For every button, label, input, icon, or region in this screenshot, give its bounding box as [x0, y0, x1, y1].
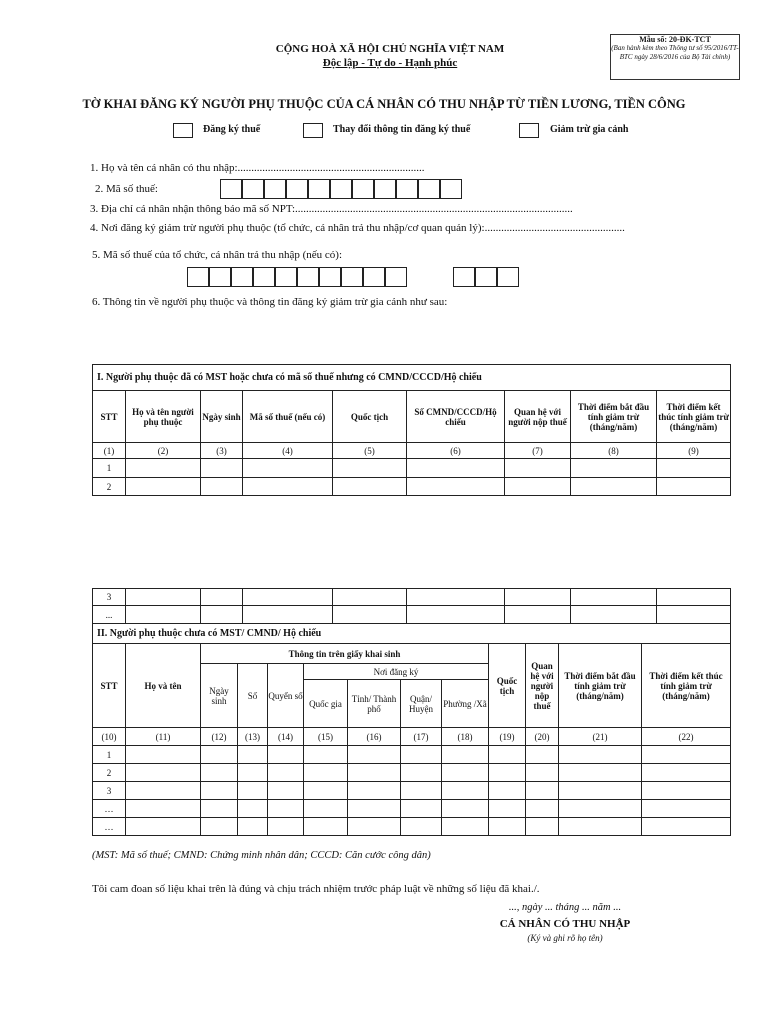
- table-cell[interactable]: [201, 459, 243, 478]
- col-number: (15): [304, 728, 348, 746]
- table-cell[interactable]: [304, 764, 348, 782]
- col-number: (14): [268, 728, 304, 746]
- table-cell[interactable]: [489, 818, 526, 836]
- register-tax-checkbox[interactable]: [173, 123, 193, 138]
- row-stt: 1: [93, 746, 126, 764]
- table-cell[interactable]: [642, 782, 731, 800]
- table-cell[interactable]: [571, 459, 657, 478]
- row-stt: 2: [93, 764, 126, 782]
- s2-col-stt: STT: [93, 644, 126, 728]
- table-cell[interactable]: [559, 746, 642, 764]
- field-1-name: 1. Họ và tên cá nhân có thu nhập:....................................................................: [90, 162, 425, 174]
- s2-birth-cert: Thông tin trên giấy khai sinh: [201, 644, 489, 664]
- signature-note: (Ký và ghi rõ họ tên): [527, 933, 603, 943]
- col-end-time: Thời điểm kết thúc tính giảm trừ (tháng/năm): [657, 391, 731, 443]
- table-cell[interactable]: [407, 589, 505, 606]
- table-cell[interactable]: [401, 818, 442, 836]
- table-cell[interactable]: [407, 606, 505, 624]
- table-cell[interactable]: [126, 606, 201, 624]
- table-cell[interactable]: [489, 746, 526, 764]
- col-nationality: Quốc tịch: [333, 391, 407, 443]
- table-cell[interactable]: [401, 800, 442, 818]
- col-number: (4): [243, 443, 333, 459]
- deduction-label: Giảm trừ gia cảnh: [550, 124, 629, 135]
- table-cell[interactable]: [407, 478, 505, 496]
- col-number: (20): [526, 728, 559, 746]
- table-cell[interactable]: [505, 606, 571, 624]
- section-2-title: II. Người phụ thuộc chưa có MST/ CMND/ Hộ chiếu: [93, 624, 731, 644]
- table-cell[interactable]: [243, 589, 333, 606]
- col-name: Họ và tên người phụ thuộc: [126, 391, 201, 443]
- register-tax-label: Đăng ký thuế: [203, 124, 261, 135]
- table-cell[interactable]: [333, 606, 407, 624]
- table-cell[interactable]: [268, 782, 304, 800]
- row-stt: …: [93, 800, 126, 818]
- table-row: [93, 764, 731, 782]
- field-6-dependent-info: 6. Thông tin về người phụ thuộc và thông tin đăng ký giảm trừ gia cảnh như sau:: [92, 296, 448, 308]
- table-cell[interactable]: [126, 478, 201, 496]
- motto: Độc lập - Tự do - Hạnh phúc: [322, 57, 458, 69]
- col-number: (8): [571, 443, 657, 459]
- table-cell[interactable]: [333, 478, 407, 496]
- table-cell[interactable]: [526, 782, 559, 800]
- table-cell[interactable]: [657, 478, 731, 496]
- col-number: (11): [126, 728, 201, 746]
- col-number: (9): [657, 443, 731, 459]
- table-cell[interactable]: [126, 589, 201, 606]
- form-code-box: [610, 34, 740, 80]
- table-cell[interactable]: [333, 459, 407, 478]
- table-cell[interactable]: [642, 746, 731, 764]
- table-row: [93, 818, 731, 836]
- table-cell[interactable]: [126, 782, 201, 800]
- row-stt: …: [93, 818, 126, 836]
- section-1-title: I. Người phụ thuộc đã có MST hoặc chưa có mã số thuế nhưng có CMND/CCCD/Hộ chiếu: [93, 365, 731, 391]
- table-cell[interactable]: [489, 800, 526, 818]
- col-relationship: Quan hệ với người nộp thuế: [505, 391, 571, 443]
- table-cell[interactable]: [442, 800, 489, 818]
- table-cell[interactable]: [304, 782, 348, 800]
- table-cell[interactable]: [505, 589, 571, 606]
- row-stt: 3: [93, 589, 126, 606]
- form-title: TỜ KHAI ĐĂNG KÝ NGƯỜI PHỤ THUỘC CỦA CÁ NHÂN CÓ THU NHẬP TỪ TIỀN LƯƠNG, TIỀN CÔNG: [82, 97, 686, 111]
- col-number: (22): [642, 728, 731, 746]
- table-cell[interactable]: [642, 764, 731, 782]
- change-info-checkbox[interactable]: [303, 123, 323, 138]
- table-cell[interactable]: [571, 478, 657, 496]
- col-number: (7): [505, 443, 571, 459]
- col-number: (6): [407, 443, 505, 459]
- table-cell[interactable]: [442, 764, 489, 782]
- table-row: [93, 746, 731, 764]
- table-cell[interactable]: [238, 782, 268, 800]
- col-number: (12): [201, 728, 238, 746]
- s2-col-relationship: Quan hệ với người nộp thuế: [526, 644, 559, 728]
- col-dob: Ngày sinh: [201, 391, 243, 443]
- table-row: [93, 800, 731, 818]
- form-code: Mẫu số: 20-ĐK-TCT: [639, 35, 711, 44]
- table-cell[interactable]: [268, 818, 304, 836]
- section-1-table: [92, 364, 731, 496]
- s2-col-nationality: Quốc tịch: [489, 644, 526, 728]
- table-cell[interactable]: [238, 764, 268, 782]
- row-stt: ...: [93, 606, 126, 624]
- table-cell[interactable]: [642, 818, 731, 836]
- table-cell[interactable]: [657, 606, 731, 624]
- table-cell[interactable]: [348, 764, 401, 782]
- s2-col-start: Thời điểm bắt đầu tính giảm trừ (tháng/năm): [559, 644, 642, 728]
- table-cell[interactable]: [238, 818, 268, 836]
- table-cell[interactable]: [201, 589, 243, 606]
- s2-col-dob: Ngày sinh: [201, 664, 238, 728]
- table-cell[interactable]: [238, 800, 268, 818]
- table-cell[interactable]: [201, 782, 238, 800]
- table-cell[interactable]: [268, 764, 304, 782]
- s2-col-name: Họ và tên: [126, 644, 201, 728]
- table-cell[interactable]: [559, 800, 642, 818]
- table-cell[interactable]: [348, 782, 401, 800]
- declaration: Tôi cam đoan số liệu khai trên là đúng và chịu trách nhiệm trước pháp luật về những số liệu đã khai./.: [92, 883, 540, 895]
- col-start-time: Thời điểm bắt đầu tính giảm trừ (tháng/năm): [571, 391, 657, 443]
- table-cell[interactable]: [126, 459, 201, 478]
- table-row: [93, 459, 731, 478]
- field-3-address: 3. Địa chỉ cá nhân nhận thông báo mã số NPT:.....................................................................................................: [90, 203, 573, 215]
- table-cell[interactable]: [243, 606, 333, 624]
- table-cell[interactable]: [126, 818, 201, 836]
- table-cell[interactable]: [642, 800, 731, 818]
- s2-col-ward: Phường /Xã: [442, 680, 489, 728]
- table-cell[interactable]: [201, 764, 238, 782]
- col-number: (19): [489, 728, 526, 746]
- payer-branch-boxes[interactable]: [453, 267, 519, 287]
- col-tax-code: Mã số thuế (nếu có): [243, 391, 333, 443]
- table-cell[interactable]: [348, 818, 401, 836]
- table-row: [93, 478, 731, 496]
- table-cell[interactable]: [571, 589, 657, 606]
- table-cell[interactable]: [505, 478, 571, 496]
- abbreviation-note: (MST: Mã số thuế; CMND: Chứng minh nhân dân; CCCD: Căn cước công dân): [92, 850, 431, 861]
- table-cell[interactable]: [526, 746, 559, 764]
- table-cell[interactable]: [243, 459, 333, 478]
- table-cell[interactable]: [333, 589, 407, 606]
- col-number: (2): [126, 443, 201, 459]
- section-2-table: [92, 623, 731, 836]
- col-number: (17): [401, 728, 442, 746]
- table-cell[interactable]: [526, 800, 559, 818]
- table-cell[interactable]: [243, 478, 333, 496]
- table-cell[interactable]: [201, 478, 243, 496]
- form-code-note: (Ban hành kèm theo Thông tư số 95/2016/TT-BTC ngày 28/6/2016 của Bộ Tài chính): [611, 44, 739, 61]
- table-cell[interactable]: [505, 459, 571, 478]
- col-number: (21): [559, 728, 642, 746]
- s2-col-number: Số: [238, 664, 268, 728]
- row-stt: 3: [93, 782, 126, 800]
- table-cell[interactable]: [238, 746, 268, 764]
- section-1-continued-table: [92, 588, 731, 624]
- col-stt: STT: [93, 391, 126, 443]
- signature-date: ..., ngày ... tháng ... năm ...: [508, 902, 622, 913]
- table-cell[interactable]: [201, 800, 238, 818]
- table-cell[interactable]: [657, 589, 731, 606]
- field-5-payer-tax-code: 5. Mã số thuế của tổ chức, cá nhân trả thu nhập (nếu có):: [92, 249, 343, 261]
- field-2-tax-code-label: 2. Mã số thuế:: [95, 183, 158, 195]
- row-stt: 1: [93, 459, 126, 478]
- s2-col-end: Thời điểm kết thúc tính giảm trừ (tháng/năm): [642, 644, 731, 728]
- table-cell[interactable]: [348, 746, 401, 764]
- deduction-checkbox[interactable]: [519, 123, 539, 138]
- table-cell[interactable]: [201, 606, 243, 624]
- table-cell[interactable]: [401, 746, 442, 764]
- table-cell[interactable]: [489, 764, 526, 782]
- table-cell[interactable]: [304, 800, 348, 818]
- table-cell[interactable]: [559, 764, 642, 782]
- col-number: (13): [238, 728, 268, 746]
- table-cell[interactable]: [126, 764, 201, 782]
- table-cell[interactable]: [442, 782, 489, 800]
- col-number: (16): [348, 728, 401, 746]
- table-cell[interactable]: [401, 764, 442, 782]
- table-cell[interactable]: [268, 746, 304, 764]
- col-number: (3): [201, 443, 243, 459]
- table-cell[interactable]: [268, 800, 304, 818]
- table-row: [93, 606, 731, 624]
- table-cell[interactable]: [126, 746, 201, 764]
- payer-tax-code-boxes[interactable]: [187, 267, 407, 287]
- s2-col-book: Quyển số: [268, 664, 304, 728]
- table-row: [93, 782, 731, 800]
- change-info-label: Thay đổi thông tin đăng ký thuế: [333, 124, 471, 135]
- table-cell[interactable]: [526, 764, 559, 782]
- nation-header: CỘNG HOÀ XÃ HỘI CHỦ NGHĨA VIỆT NAM: [275, 43, 505, 55]
- table-cell[interactable]: [559, 782, 642, 800]
- table-cell[interactable]: [571, 606, 657, 624]
- table-cell[interactable]: [348, 800, 401, 818]
- col-number: (18): [442, 728, 489, 746]
- table-cell[interactable]: [657, 459, 731, 478]
- s2-col-reg-place: Nơi đăng ký: [304, 664, 489, 680]
- s2-col-country: Quốc gia: [304, 680, 348, 728]
- s2-col-province: Tỉnh/ Thành phố: [348, 680, 401, 728]
- table-cell[interactable]: [559, 818, 642, 836]
- col-number: (10): [93, 728, 126, 746]
- table-cell[interactable]: [201, 818, 238, 836]
- field-4-deduction-place: 4. Nơi đăng ký giảm trừ người phụ thuộc (tổ chức, cá nhân trả thu nhập/cơ quan quản lý):...................................................: [90, 222, 625, 234]
- col-number: (1): [93, 443, 126, 459]
- row-stt: 2: [93, 478, 126, 496]
- table-cell[interactable]: [489, 782, 526, 800]
- table-cell[interactable]: [126, 800, 201, 818]
- tax-code-boxes[interactable]: [220, 179, 462, 199]
- table-row: [93, 589, 731, 606]
- table-cell[interactable]: [407, 459, 505, 478]
- table-cell[interactable]: [304, 818, 348, 836]
- signature-role: CÁ NHÂN CÓ THU NHẬP: [499, 918, 631, 930]
- col-id-number: Số CMND/CCCD/Hộ chiếu: [407, 391, 505, 443]
- s2-col-district: Quận/ Huyện: [401, 680, 442, 728]
- table-cell[interactable]: [304, 746, 348, 764]
- table-cell[interactable]: [201, 746, 238, 764]
- table-cell[interactable]: [526, 818, 559, 836]
- table-cell[interactable]: [401, 782, 442, 800]
- table-cell[interactable]: [442, 746, 489, 764]
- table-cell[interactable]: [442, 818, 489, 836]
- col-number: (5): [333, 443, 407, 459]
